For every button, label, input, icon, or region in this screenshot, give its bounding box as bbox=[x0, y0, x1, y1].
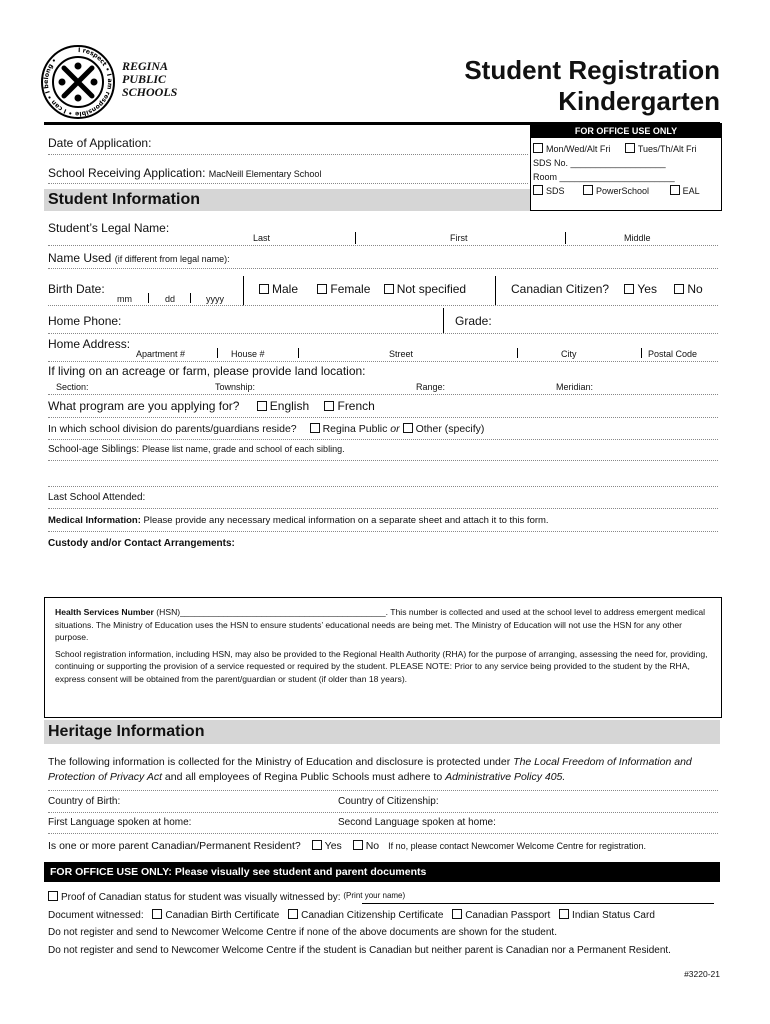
heritage-heading: Heritage Information bbox=[44, 720, 720, 744]
heritage-intro-line bbox=[48, 790, 718, 791]
country-of-birth-label: Country of Birth: bbox=[48, 796, 121, 807]
name-used-label: Name Used (if different from legal name): bbox=[48, 251, 230, 265]
home-address-field[interactable] bbox=[48, 361, 718, 362]
medical-label: Medical Information: bbox=[48, 515, 141, 526]
siblings-field-1[interactable] bbox=[48, 460, 718, 461]
birth-mm-label: mm bbox=[117, 294, 132, 304]
org-name bbox=[122, 60, 177, 99]
bd-sep-1 bbox=[148, 293, 149, 303]
city-label: City bbox=[561, 349, 577, 359]
systems-row bbox=[533, 184, 717, 198]
school-receiving-value[interactable]: MacNeill Elementary School bbox=[208, 169, 322, 179]
parent-resident-row bbox=[48, 840, 646, 852]
room-field[interactable]: Room _______________________ bbox=[533, 172, 675, 182]
powerschool-checkbox[interactable]: PowerSchool bbox=[583, 186, 649, 196]
english-checkbox[interactable]: English bbox=[257, 399, 309, 413]
country-fields[interactable] bbox=[48, 812, 718, 813]
name-used-field[interactable] bbox=[48, 268, 718, 269]
first-language-label: First Language spoken at home: bbox=[48, 817, 192, 828]
apartment-label: Apartment # bbox=[136, 349, 186, 359]
title-line-2: Kindergarten bbox=[558, 86, 720, 116]
schedule-row bbox=[533, 142, 717, 156]
date-of-application-field[interactable] bbox=[48, 154, 528, 155]
meridian-label: Meridian: bbox=[556, 382, 594, 392]
office-use-body bbox=[531, 138, 721, 198]
hsn-field[interactable]: (HSN)___________________________________________. This number is collected and used at the school level to address emergent medical situations. The Ministry of Education uses the HSN to ensure students’ educational needs are being met. The Ministry of Education will not use the HSN for any other purpose. bbox=[55, 607, 706, 642]
logo-emblem-icon bbox=[40, 44, 116, 120]
phone-grade-sep bbox=[443, 308, 444, 334]
birth-cert-checkbox[interactable]: Canadian Birth Certificate bbox=[152, 910, 279, 921]
tth-checkbox[interactable]: Tues/Th/Alt Fri bbox=[625, 144, 697, 154]
division-row bbox=[48, 423, 484, 435]
language-fields[interactable] bbox=[48, 833, 718, 834]
last-school-field[interactable] bbox=[48, 508, 718, 509]
land-location-field[interactable] bbox=[48, 394, 718, 395]
document-witnessed-row bbox=[48, 909, 655, 921]
proof-checkbox[interactable]: Proof of Canadian status for student was visually witnessed by: bbox=[48, 892, 341, 903]
bd-sep-2 bbox=[190, 293, 191, 303]
passport-checkbox[interactable]: Canadian Passport bbox=[452, 910, 550, 921]
street-label: Street bbox=[389, 349, 414, 359]
gender-options bbox=[259, 282, 466, 296]
program-line bbox=[48, 417, 718, 418]
parent-resident-question: Is one or more parent Canadian/Permanent Resident? bbox=[48, 840, 301, 852]
school-receiving-line bbox=[48, 183, 528, 184]
rha-paragraph: School registration information, including HSN, may also be provided to the Regional Health Authority (RHA) for the purpose of arranging, assessing the need for, providing, continuing or supporting the provision of a service requested or required by the student. PLEASE NOTE: Prior to any service being provided to the student by the RHA, express consent will be obtained from the parent/guardian or student (if older than 18 years). bbox=[55, 648, 708, 684]
document-witnessed-label: Document witnessed: bbox=[48, 910, 144, 921]
other-division-checkbox[interactable]: Other (specify) bbox=[403, 423, 485, 435]
siblings-field-2[interactable] bbox=[48, 486, 718, 487]
house-label: House # bbox=[231, 349, 265, 359]
or-text: or bbox=[390, 423, 400, 435]
canadian-citizen-label: Canadian Citizen? bbox=[511, 282, 610, 296]
date-of-application-label: Date of Application: bbox=[48, 136, 152, 150]
proof-row bbox=[48, 891, 405, 903]
status-card-checkbox[interactable]: Indian Status Card bbox=[559, 910, 655, 921]
logo-ring-text: I respect • I am responsible • I can • I belong • bbox=[42, 46, 114, 118]
siblings-label: School-age Siblings: Please list name, grade and school of each sibling. bbox=[48, 444, 345, 455]
birth-date-label: Birth Date: bbox=[48, 282, 105, 296]
mwf-checkbox[interactable]: Mon/Wed/Alt Fri bbox=[533, 144, 610, 154]
sds-no-field[interactable]: SDS No. ___________________ bbox=[533, 158, 666, 168]
last-name-label: Last bbox=[253, 233, 271, 243]
grade-label: Grade: bbox=[455, 314, 492, 328]
logo bbox=[40, 44, 116, 120]
citizen-no-checkbox[interactable]: No bbox=[674, 282, 702, 296]
home-address-label: Home Address: bbox=[48, 337, 131, 351]
hsn-label: Health Services Number bbox=[55, 607, 154, 617]
regina-public-checkbox[interactable]: Regina Public bbox=[310, 423, 388, 435]
office-use-box bbox=[530, 123, 722, 211]
program-row bbox=[48, 399, 375, 413]
org-line-2: PUBLIC bbox=[122, 72, 167, 86]
range-label: Range: bbox=[416, 382, 446, 392]
print-name-field[interactable]: (Print your name) bbox=[343, 891, 406, 900]
not-specified-checkbox[interactable]: Not specified bbox=[384, 282, 466, 296]
title-line-1: Student Registration bbox=[464, 55, 720, 85]
male-checkbox[interactable]: Male bbox=[259, 282, 298, 296]
birth-dd-label: dd bbox=[165, 294, 176, 304]
addr-sep-2 bbox=[298, 348, 299, 358]
form-number: #3220-21 bbox=[684, 969, 720, 979]
middle-name-label: Middle bbox=[624, 233, 651, 243]
postal-label: Postal Code bbox=[648, 349, 698, 359]
division-line bbox=[48, 439, 718, 440]
if-no-note: If no, please contact Newcomer Welcome Centre for registration. bbox=[388, 841, 647, 851]
medical-note: Please provide any necessary medical information on a separate sheet and attach it to this form. bbox=[143, 515, 549, 526]
citizen-yes-checkbox[interactable]: Yes bbox=[624, 282, 657, 296]
hsn-box bbox=[44, 597, 722, 718]
addr-sep-3 bbox=[517, 348, 518, 358]
birth-row-line bbox=[243, 305, 718, 306]
school-receiving-label: School Receiving Application: MacNeill Elementary School bbox=[48, 166, 322, 180]
hsn-paragraph bbox=[55, 606, 711, 644]
birth-gender-sep bbox=[243, 276, 244, 306]
acreage-label: If living on an acreage or farm, please provide land location: bbox=[48, 364, 366, 378]
medical-row bbox=[48, 515, 549, 526]
medical-line bbox=[48, 531, 718, 532]
name-sep-2 bbox=[565, 232, 566, 244]
newcomer-note-2: Do not register and send to Newcomer Welcome Centre if the student is Canadian but neither parent is Canadian nor a Permanent Resident. bbox=[48, 945, 671, 956]
legal-name-field[interactable] bbox=[48, 245, 718, 246]
parent-yes-checkbox[interactable]: Yes bbox=[312, 840, 342, 852]
birth-yyyy-label: yyyy bbox=[206, 294, 224, 304]
addr-sep-1 bbox=[217, 348, 218, 358]
birth-date-field[interactable] bbox=[48, 305, 243, 306]
page-title bbox=[464, 55, 720, 117]
last-school-label: Last School Attended: bbox=[48, 492, 146, 503]
home-phone-field[interactable] bbox=[48, 333, 718, 334]
country-of-citizenship-label: Country of Citizenship: bbox=[338, 796, 439, 807]
citizenship-cert-checkbox[interactable]: Canadian Citizenship Certificate bbox=[288, 910, 443, 921]
section-label: Section: bbox=[56, 382, 89, 392]
newcomer-note-1: Do not register and send to Newcomer Welcome Centre if none of the above documents are shown for the student. bbox=[48, 927, 557, 938]
custody-label: Custody and/or Contact Arrangements: bbox=[48, 538, 235, 549]
gender-citizen-sep bbox=[495, 276, 496, 306]
heritage-intro: The following information is collected for the Ministry of Education and disclosure is protected under The Local Freedom of Information and Protection of Privacy Act and all employees of Regina Public Schools must adhere to Administrative Policy 405. bbox=[48, 756, 692, 783]
org-line-3: SCHOOLS bbox=[122, 85, 178, 99]
second-language-label: Second Language spoken at home: bbox=[338, 817, 496, 828]
office-use-title: FOR OFFICE USE ONLY bbox=[531, 124, 721, 138]
eal-checkbox[interactable]: EAL bbox=[670, 186, 700, 196]
french-checkbox[interactable]: French bbox=[324, 399, 374, 413]
citizen-options bbox=[511, 282, 703, 296]
org-line-1: REGINA bbox=[122, 59, 169, 73]
office-use-bar: FOR OFFICE USE ONLY: Please visually see student and parent documents bbox=[44, 862, 720, 882]
program-question: What program are you applying for? bbox=[48, 399, 240, 413]
name-sep-1 bbox=[355, 232, 356, 244]
first-name-label: First bbox=[450, 233, 468, 243]
student-info-heading: Student Information bbox=[44, 189, 530, 211]
parent-no-checkbox[interactable]: No bbox=[353, 840, 379, 852]
sds-checkbox[interactable]: SDS bbox=[533, 186, 565, 196]
female-checkbox[interactable]: Female bbox=[317, 282, 370, 296]
addr-sep-4 bbox=[641, 348, 642, 358]
legal-name-label: Student’s Legal Name: bbox=[48, 221, 170, 235]
print-name-line bbox=[362, 903, 714, 904]
division-question: In which school division do parents/guardians reside? bbox=[48, 423, 297, 435]
home-phone-label: Home Phone: bbox=[48, 314, 122, 328]
township-label: Township: bbox=[215, 382, 256, 392]
